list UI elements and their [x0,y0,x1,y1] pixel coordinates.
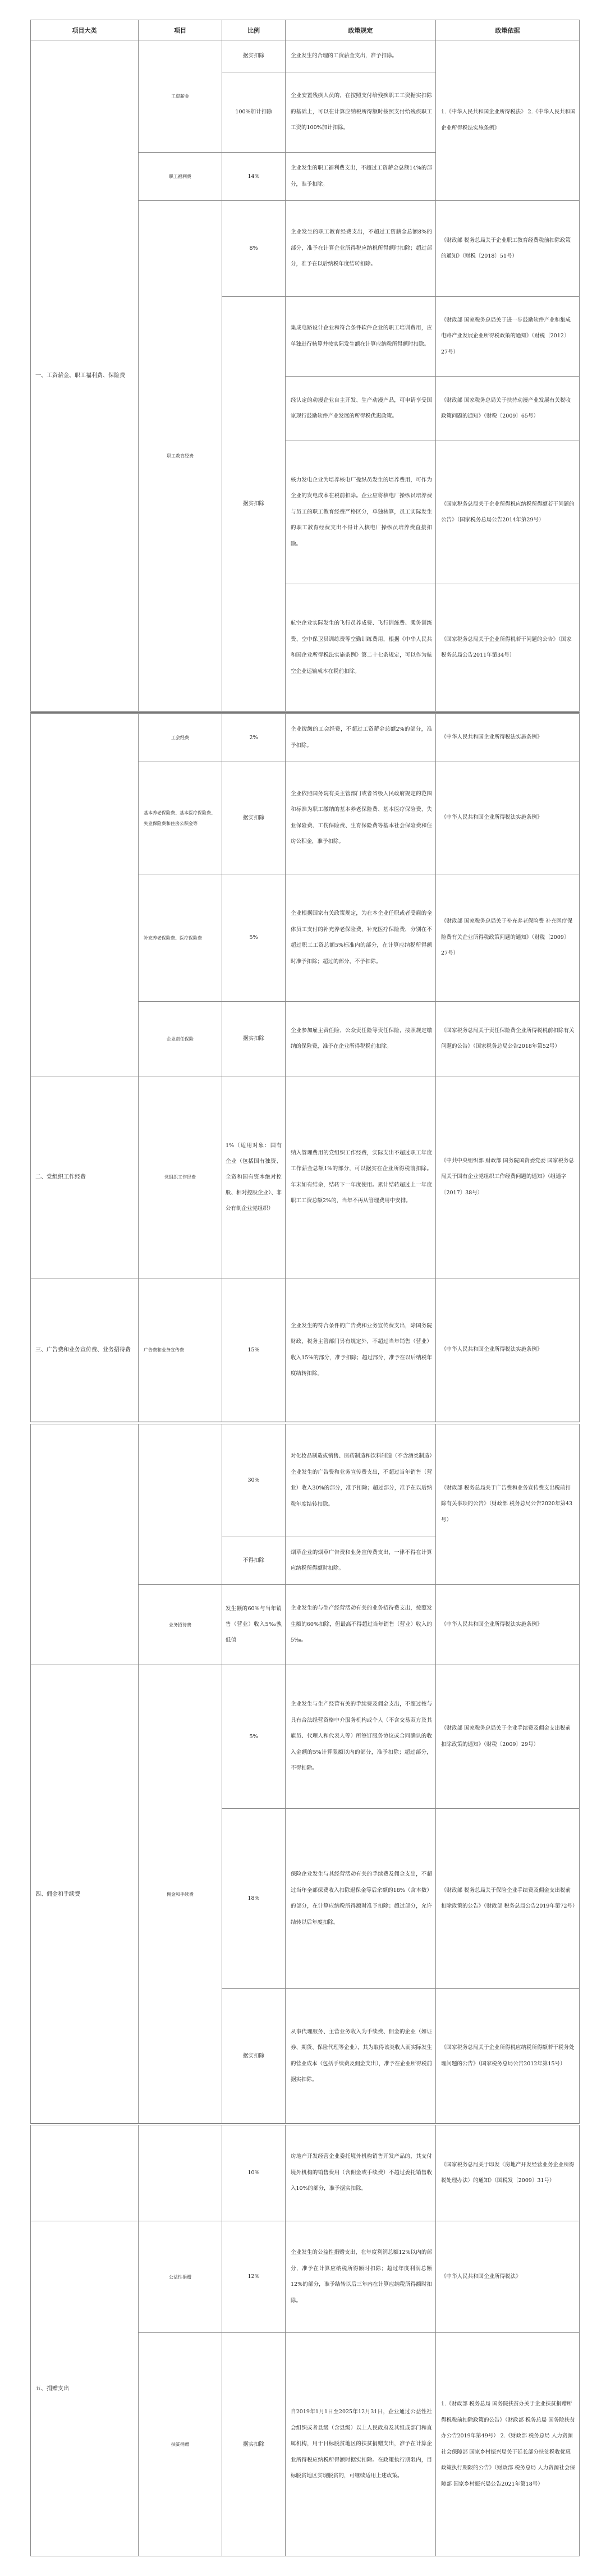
category-label: 三、广告费和业务宣传费、业务招待费 [35,1347,131,1353]
category-label: 五、捐赠支出 [35,2385,69,2392]
ratio-value: 据实扣除 [242,53,264,59]
category-cell [30,2125,139,2221]
ratio-cell [222,296,286,712]
item-label: 广告费和业务宣传费 [144,1347,184,1353]
rule-text: 从事代理服务、主营业务收入为手续费、佣金的企业（如证券、期货、保险代理等企业），其为取得该类收入而实际发生的营业成本（包括手续费及佣金支出），准予在企业所得税前据实扣除。 [291,2028,432,2083]
header-category-label: 项目大类 [72,26,97,34]
ratio-cell [222,1076,286,1278]
header-basis-label: 政策依据 [495,26,520,34]
rule-cell [285,40,436,72]
rule-cell [285,1537,436,1585]
item-cell [138,1424,222,1585]
ratio-value: 30% [247,1477,260,1483]
ratio-cell [222,2221,286,2333]
rule-cell [285,584,436,712]
basis-cell [435,40,580,201]
rule-cell [285,1808,436,1989]
category-label: 一、工资薪金、职工福利费、保险费 [35,373,125,379]
header-item [138,20,222,40]
page-break-divider [30,712,580,713]
ratio-value: 100%加计扣除 [235,109,272,115]
basis-cell [435,200,580,297]
ratio-value: 5% [249,1733,258,1740]
ratio-cell [222,1424,286,1537]
ratio-cell [222,874,286,1002]
ratio-cell [222,1278,286,1422]
header-rule-label: 政策规定 [348,26,373,34]
rule-cell [285,1584,436,1665]
rule-cell [285,1076,436,1278]
item-label: 工资薪金 [171,94,189,99]
rule-text: 企业发生的符合条件的广告费和业务宣传费支出，除国务院财政、税务主管部门另有规定外，不超过当年销售（营业）收入15%的部分，准予扣除；超过部分，准予在以后纳税年度结转扣除。 [291,1322,432,1377]
basis-text: 《财政部 国家税务总局关于补充养老保险费 补充医疗保险费有关企业所得税政策问题的通知》（财税〔2009〕27号） [441,918,573,957]
ratio-cell [222,2125,286,2221]
item-cell [138,2332,222,2556]
basis-text: 《国家税务总局关于责任保险费企业所得税税前扣除有关问题的公告》（国家税务总局公告2018年第52号） [441,1027,575,1049]
ratio-cell [222,1537,286,1585]
ratio-value: 8% [249,245,258,251]
ratio-value: 据实扣除 [242,1035,264,1042]
category-cell [30,1076,139,1278]
category-cell [30,2221,139,2556]
basis-cell [435,2125,580,2221]
ratio-cell [222,1808,286,1989]
basis-text: 1.《财政部 税务总局 国务院扶贫办关于企业扶贫捐赠所得税税前扣除政策的公告》（财政部 税务总局 国务院扶贫办公告2019年第49号） 2.《财政部 税务总局 人力资源社会保障部 国家乡村振兴局关于延长部分扶贫税收优惠政策执行期限的公告》（财政部 税务总局 人力资源社会保障部 国家乡村振兴局公告2021年第18号） [441,2401,575,2487]
ratio-value: 据实扣除 [242,2441,264,2447]
basis-text: 《财政部 税务总局关于企业职工教育经费税前扣除政策的通知》（财税〔2018〕51号） [441,237,571,259]
rule-cell [285,1001,436,1076]
basis-cell [435,376,580,441]
item-cell [138,40,222,153]
item-label: 扶贫捐赠 [171,2442,189,2447]
header-basis [435,20,580,40]
rule-text: 集成电路设计企业和符合条件软件企业的职工培训费用，应单独进行核算并按实际发生额在计算应纳税所得额时扣除。 [291,325,432,347]
rule-text: 纳入管理费用的党组织工作经费，实际支出不超过职工年度工作薪金总额1%的部分，可以据实在企业所得税前扣除。年末如有结余，结转下一年度使用。累计结转超过上一年度职工工资总额2%的，当年不再从管理费用中安排。 [291,1149,432,1204]
rule-text: 企业发生的与生产经营活动有关的业务招待费支出，按照发生额的60%扣除，但最高不得超过当年销售（营业）收入的5‰。 [291,1605,432,1644]
rule-text: 保险企业发生与其经营活动有关的手续费及佣金支出，不超过当年全部保费收入扣除退保金等后余额的18%（含本数）的部分，在计算应纳税所得额时准予扣除；超过部分，允许结转以后年度扣除。 [291,1871,432,1926]
basis-cell [435,713,580,762]
category-label: 四、佣金和手续费 [35,1891,80,1897]
basis-text: 《财政部 税务总局关于广告费和业务宣传费支出税前扣除有关事项的公告》（财政部 税务总局公告2020年第43号） [441,1484,573,1523]
rule-text: 企业发生的合理的工资薪金支出，准予扣除。 [291,52,398,59]
ratio-cell [222,1584,286,1665]
item-label: 公益性捐赠 [169,2274,191,2280]
rule-cell [285,200,436,297]
rule-cell [285,874,436,1002]
rule-text: 企业拨缴的工会经费，不超过工资薪金总额2%的部分，准予扣除。 [291,726,432,749]
rule-text: 企业发生与生产经营有关的手续费及佣金支出，不超过按与具有合法经营资格中介服务机构或个人（不含交易双方及其雇员、代理人和代表人等）所签订服务协议或合同确认的收入金额的5%计算限额以内的部分，准予扣除；超过部分，不得扣除。 [291,1701,432,1772]
item-cell [138,200,222,712]
rule-cell [285,1278,436,1422]
ratio-value: 5% [249,934,258,941]
rule-text: 核力发电企业为培养核电厂操纵员发生的培养费用，可作为企业的发电成本在税前扣除。企业应将核电厂操纵员培养费与员工的职工教育经费严格区分，单独核算，员工实际发生的职工教育经费支出不得计入核电厂操纵员培养费直接扣除。 [291,476,432,547]
rule-cell [285,1988,436,2124]
basis-cell [435,1424,580,1585]
rule-text: 企业发生的公益性捐赠支出，在年度利润总额12%以内的部分，准予在计算应纳税所得额时扣除；超过年度利润总额12%的部分，准予结转以后三年内在计算应纳税所得额时扣除。 [291,2249,432,2304]
basis-cell [435,874,580,1002]
basis-text: 《国家税务总局关于企业所得税若干问题的公告》（国家税务总局公告2011年第34号） [441,636,572,658]
item-cell [138,874,222,1002]
rule-cell [285,1665,436,1809]
rule-cell [285,2332,436,2556]
item-cell [138,1278,222,1422]
ratio-cell [222,1001,286,1076]
ratio-value: 据实扣除 [242,501,264,507]
item-cell [138,762,222,874]
item-cell [138,1076,222,1278]
ratio-value: 18% [247,1895,260,1901]
basis-text: 《国家税务总局关于印发〈房地产开发经营业务企业所得税处理办法〉的通知》（国税发〔2009〕31号） [441,2161,575,2184]
ratio-cell [222,40,286,72]
item-cell [138,152,222,201]
item-cell [138,713,222,762]
basis-text: 《中华人民共和国企业所得税法实施条例》 [441,1621,543,1628]
ratio-cell [222,152,286,201]
ratio-cell [222,1665,286,1809]
rule-text: 经认定的动漫企业自主开发、生产动漫产品，可申请享受国家现行鼓励软件产业发展的所得税优惠政策。 [291,397,432,419]
rule-text: 企业依照国务院有关主管部门或者省级人民政府规定的范围和标准为职工缴纳的基本养老保险费、基本医疗保险费、失业保险费、工伤保险费、生育保险费等基本社会保险费和住房公积金，准予扣除。 [291,790,432,845]
rule-cell [285,296,436,377]
basis-cell [435,762,580,874]
ratio-cell [222,2332,286,2556]
header-ratio [222,20,286,40]
rule-cell [285,152,436,201]
item-cell [138,2221,222,2333]
rule-cell [285,2221,436,2333]
basis-text: 1.《中华人民共和国企业所得税法》 2.《中华人民共和国企业所得税法实施条例》 [441,109,576,131]
ratio-cell [222,72,286,153]
ratio-cell [222,200,286,297]
ratio-cell [222,713,286,762]
header-rule [285,20,436,40]
item-cell [138,1665,222,2124]
basis-text: 《财政部 国家税务总局关于企业手续费及佣金支出税前扣除政策的通知》（财税〔2009〕29号） [441,1725,571,1748]
category-cell [30,1665,139,2124]
basis-cell [435,1665,580,1809]
basis-text: 《财政部 国家税务总局关于进一步鼓励软件产业和集成电路产业发展企业所得税政策的通知》（财税〔2012〕27号） [441,317,571,355]
rule-cell [285,2125,436,2221]
basis-cell [435,1278,580,1422]
rule-text: 烟草企业的烟草广告费和业务宣传费支出，一律不得在计算应纳税所得额时扣除。 [291,1549,432,1571]
item-label: 企业责任保险 [167,1036,194,1042]
basis-text: 《财政部 税务总局关于保险企业手续费及佣金支出税前扣除政策的公告》（财政部 税务总局公告2019年第72号） [441,1887,578,1909]
rule-text: 房地产开发经营企业委托境外机构销售开发产品的，其支付境外机构的销售费用（含佣金或手续费）不超过委托销售收入10%的部分，准予据实扣除。 [291,2153,432,2192]
item-label: 工会经费 [171,735,189,740]
basis-cell [435,2332,580,2556]
category-cell [30,1424,139,1665]
rule-text: 航空企业实际发生的飞行员养成费、飞行训练费、乘务训练费、空中保卫员训练费等空勤训练费用，根据《中华人民共和国企业所得税法实施条例》第二十七条规定，可以作为航空企业运输成本在税前扣除。 [291,620,432,675]
ratio-value: 15% [247,1346,260,1353]
ratio-value: 10% [247,2170,260,2176]
item-cell [138,1001,222,1076]
basis-text: 《国家税务总局关于企业所得税应纳税所得额若干税务处理问题的公告》（国家税务总局公告2012年第15号） [441,2045,575,2067]
rule-cell [285,762,436,874]
ratio-value: 据实扣除 [242,2052,264,2059]
basis-cell [435,1988,580,2124]
rule-cell [285,376,436,441]
category-cell [30,40,139,712]
ratio-cell [222,1988,286,2124]
header-ratio-label: 比例 [247,26,260,34]
header-category [30,20,139,40]
basis-text: 《国家税务总局关于企业所得税应纳税所得额若干问题的公告》（国家税务总局公告2014年第29号） [441,501,575,523]
ratio-value: 据实扣除 [242,814,264,821]
item-label: 职工福利费 [169,174,191,179]
rule-text: 企业根据国家有关政策规定，为在本企业任职或者受雇的全体员工支付的补充养老保险费、补充医疗保险费，分别在不超过职工工资总额5%标准内的部分，在计算应纳税所得额时准予扣除；超过的部分，不予扣除。 [291,910,432,965]
basis-cell [435,1808,580,1989]
rule-cell [285,441,436,584]
ratio-value: 14% [247,173,260,180]
item-label: 补充养老保险费、医疗保险费 [144,935,202,941]
item-label: 业务招待费 [169,1622,191,1628]
basis-text: 《中华人民共和国企业所得税法实施条例》 [441,814,543,821]
rule-cell [285,1424,436,1537]
rule-text: 企业参加雇主责任险、公众责任险等责任保险，按照规定缴纳的保险费，准予在企业所得税税前扣除。 [291,1027,432,1049]
basis-text: 《财政部 国家税务总局关于扶持动漫产业发展有关税收政策问题的通知》（财税〔2009〕65号） [441,397,571,419]
ratio-value: 发生额的60%与当年销售（营业）收入5‰孰低值 [226,1606,282,1643]
ratio-value: 12% [247,2274,260,2280]
basis-text: 《中华人民共和国企业所得税法实施条例》 [441,1346,543,1353]
basis-cell [435,441,580,584]
rule-cell [285,72,436,153]
item-label: 党组织工作经费 [164,1175,196,1180]
category-cell [30,713,139,1076]
item-label: 职工教育经费 [167,453,194,459]
item-label: 基本养老保险费、基本医疗保险费、失业保险费和住房公积金等 [144,810,215,826]
rule-text: 企业发生的职工教育经费支出，不超过工资薪金总额8%的部分，准予在计算企业所得税应纳税所得额时扣除；超过部分，准予在以后纳税年度结转扣除。 [291,229,432,268]
basis-text: 《中华人民共和国企业所得税法》 [441,2273,521,2280]
rule-text: 企业安置残疾人员的，在按照支付给残疾职工工资据实扣除的基础上，可以在计算应纳税所得额时按照支付给残疾职工工资的100%加计扣除。 [291,93,432,131]
header-item-label: 项目 [174,26,186,34]
basis-cell [435,1584,580,1665]
ratio-value: 1%（适用对象：国有企业（包括国有独资、全资和国有资本绝对控股、相对控股企业）、非公有制企业党组织） [226,1142,282,1212]
basis-cell [435,2221,580,2333]
ratio-cell [222,762,286,874]
item-cell [138,2125,222,2221]
ratio-value: 2% [249,734,258,741]
basis-text: 《中共中央组织部 财政部 国务院国资委党委 国家税务总局关于国有企业党组织工作经费问题的通知》（组通字〔2017〕38号） [441,1157,575,1196]
item-cell [138,1584,222,1665]
basis-text: 《中华人民共和国企业所得税法实施条例》 [441,734,543,741]
rule-cell [285,713,436,762]
category-label: 二、党组织工作经费 [35,1174,86,1180]
rule-text: 对化妆品制造或销售、医药制造和饮料制造（不含酒类制造）企业发生的广告费和业务宣传费支出，不超过当年销售（营业）收入30%的部分，准予扣除；超过部分，准予在以后纳税年度结转扣除。 [291,1453,432,1507]
ratio-value: 不得扣除 [242,1557,264,1564]
basis-cell [435,296,580,377]
basis-cell [435,584,580,712]
basis-cell [435,1076,580,1278]
rule-text: 自2019年1月1日至2025年12月31日，企业通过公益性社会组织或者县级（含县级）以上人民政府及其组成部门和直属机构，用于目标脱贫地区的扶贫捐赠支出，准予在计算企业所得税应纳税所得额时据实扣除。在政策执行期限内，目标脱贫地区实现脱贫的，可继续适用上述政策。 [291,2409,432,2479]
basis-cell [435,1001,580,1076]
item-label: 佣金和手续费 [167,1891,194,1897]
category-cell [30,1278,139,1422]
rule-text: 企业发生的职工福利费支出，不超过工资薪金总额14%的部分，准予扣除。 [291,165,432,187]
